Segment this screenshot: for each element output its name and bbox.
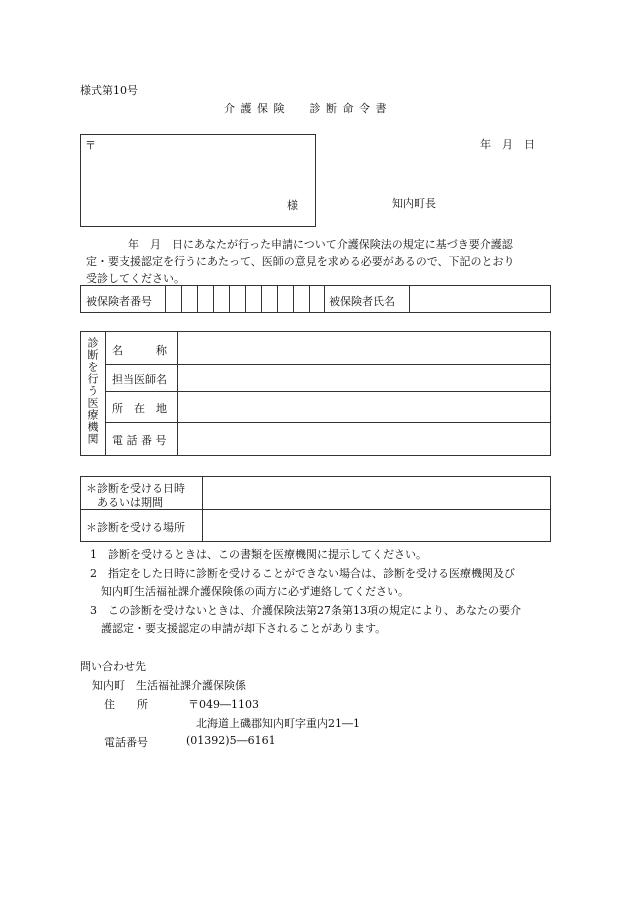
- contact-department: 知内町 生活福祉課介護保険係: [92, 679, 246, 692]
- insured-number-label: 被保険者番号: [86, 295, 152, 308]
- institution-table: [80, 331, 551, 456]
- insured-table: [80, 285, 551, 313]
- insured-name-label: 被保険者氏名: [329, 295, 395, 308]
- contact-phone: (01392)5―6161: [186, 734, 276, 747]
- schedule-table: [80, 476, 551, 542]
- institution-name-label: 名 称: [112, 344, 167, 357]
- contact-heading: 問い合わせ先: [80, 660, 146, 673]
- contact-address: 北海道上磯郡知内町字重内21―1: [196, 717, 360, 730]
- address-box: [80, 134, 316, 227]
- datetime-label-1: ＊診断を受ける日時: [86, 482, 185, 495]
- datetime-label-2: あるいは期間: [86, 496, 163, 509]
- body-line-2: 定・要支援認定を行うにあたって、医師の意見を求める必要があるので、下記のとおり: [86, 255, 515, 268]
- institution-side-label: 診断を行う医療機関: [86, 337, 99, 445]
- note-1: 1 診断を受けるときは、この書類を医療機関に提示してください。: [90, 548, 427, 561]
- phone-label: 電 話 番 号: [112, 434, 167, 447]
- contact-address-label: 住 所: [104, 698, 148, 711]
- body-line-3: 受診してください。: [86, 272, 185, 285]
- body-line-1: 年 月 日にあなたが行った申請について介護保険法の規定に基づき要介護認: [106, 238, 513, 251]
- place-label: ＊診断を受ける場所: [86, 521, 185, 534]
- location-label: 所 在 地: [112, 402, 167, 415]
- issue-date: 年 月 日: [480, 138, 535, 151]
- contact-postal: 〒049―1103: [188, 698, 259, 711]
- contact-phone-label: 電話番号: [104, 736, 148, 749]
- note-3-cont: 護認定・要支援認定の申請が却下されることがあります。: [90, 622, 387, 635]
- note-2: 2 指定をした日時に診断を受けることができない場合は、診断を受ける医療機関及び: [90, 567, 515, 580]
- honorific: 様: [287, 199, 298, 212]
- postal-mark: 〒: [85, 139, 96, 152]
- note-2-cont: 知内町生活福祉課介護保険係の両方に必ず連絡してください。: [90, 585, 409, 598]
- page-title: 介 護 保 険 診 断 命 令 書: [224, 102, 388, 115]
- issuer-name: 知内町長: [392, 197, 436, 210]
- doctor-name-label: 担当医師名: [112, 373, 167, 386]
- note-3: 3 この診断を受けないときは、介護保険法第27条第13項の規定により、あなたの要介: [90, 604, 521, 617]
- form-number: 様式第10号: [80, 84, 138, 97]
